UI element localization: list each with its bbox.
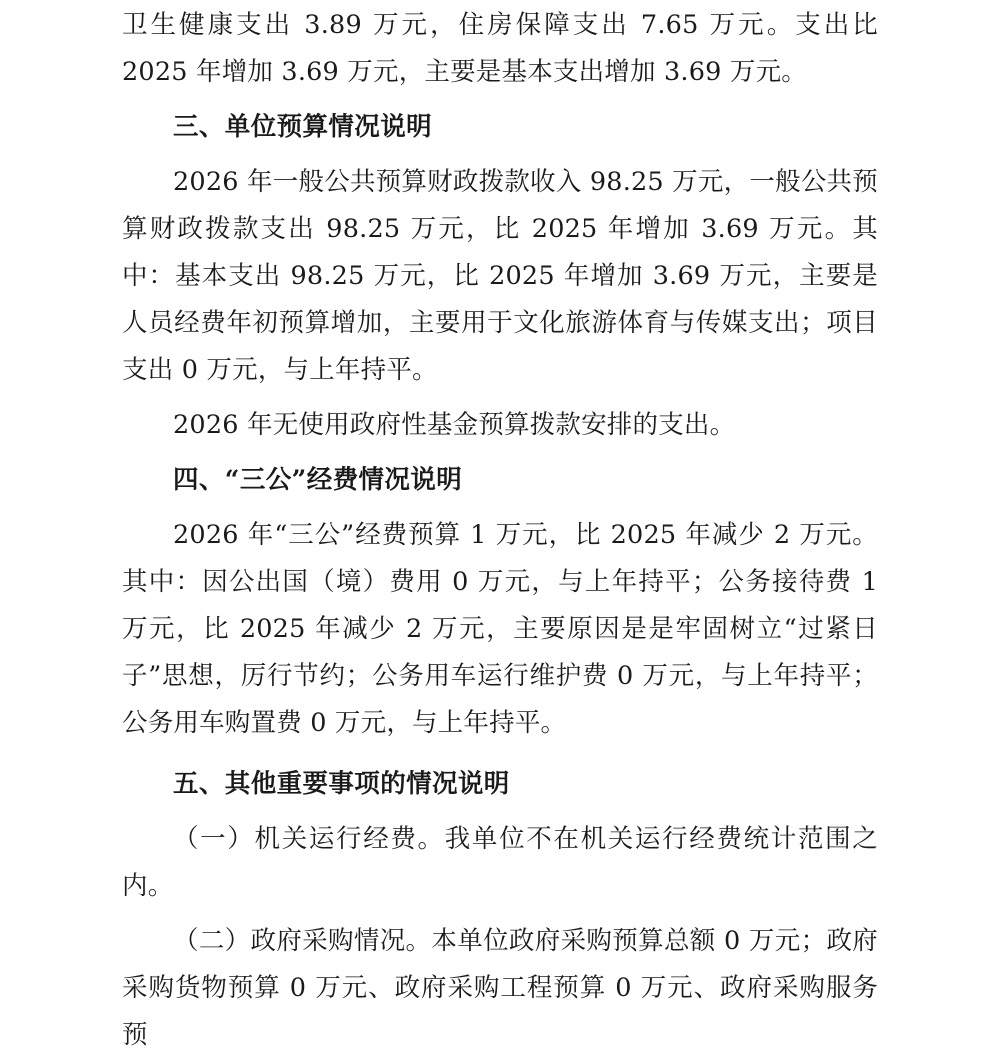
spacer xyxy=(122,96,878,104)
paragraph-agency-operating-expenses: （一）机关运行经费。我单位不在机关运行经费统计范围之内。 xyxy=(122,824,878,901)
spacer xyxy=(122,449,878,457)
spacer xyxy=(122,394,878,402)
paragraph-unit-budget-detail: 2026 年一般公共预算财政拨款收入 98.25 万元，一般公共预算财政拨款支出 98.25 万元，比 2025 年增加 3.69 万元。其中：基本支出 98.25 万元，比 2025 年增加 3.69 万元，主要是人员经费年初预算增加，主要用于文化旅游体育与传媒支出；项目支出 0 万元，与上年持平。 xyxy=(122,167,878,385)
spacer xyxy=(122,910,878,918)
paragraph-three-public-expenses: 2026 年“三公”经费预算 1 万元，比 2025 年减少 2 万元。其中：因公出国（境）费用 0 万元，与上年持平；公务接待费 1 万元，比 2025 年减少 2 万元，主要原因是是牢固树立“过紧日子”思想，厉行节约；公务用车运行维护费 0 万元，与上年持平；公务用车购置费 0 万元，与上年持平。 xyxy=(122,520,878,738)
paragraph-continued-expenditure: 卫生健康支出 3.89 万元，住房保障支出 7.65 万元。支出比 2025 年增加 3.69 万元，主要是基本支出增加 3.69 万元。 xyxy=(122,10,878,87)
spacer xyxy=(122,747,878,761)
spacer xyxy=(122,504,878,512)
paragraph-government-procurement: （二）政府采购情况。本单位政府采购预算总额 0 万元；政府采购货物预算 0 万元、政府采购工程预算 0 万元、政府采购服务预 xyxy=(122,926,878,1050)
section-heading-five: 五、其他重要事项的情况说明 xyxy=(173,769,510,799)
spacer xyxy=(122,808,878,816)
section-heading-four: 四、“三公”经费情况说明 xyxy=(173,465,463,495)
spacer xyxy=(122,151,878,159)
paragraph-no-government-fund: 2026 年无使用政府性基金预算拨款安排的支出。 xyxy=(173,410,736,440)
section-heading-three: 三、单位预算情况说明 xyxy=(173,112,433,142)
